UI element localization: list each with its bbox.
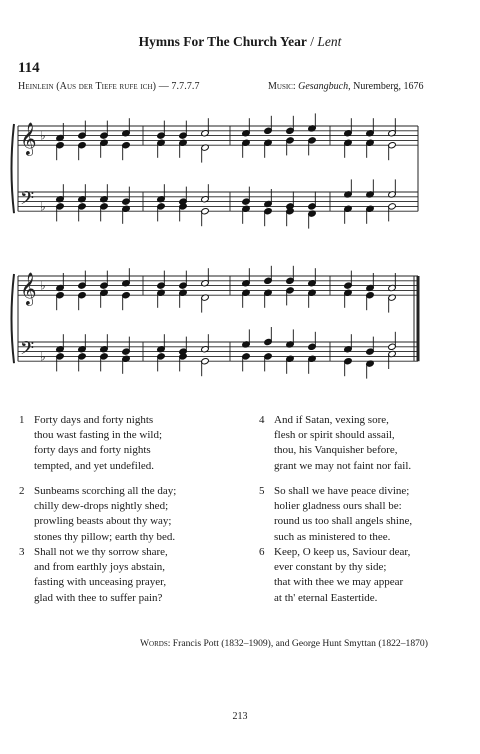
verse-number: 5 bbox=[259, 485, 265, 497]
header-separator: / bbox=[310, 34, 314, 49]
words-authors: Francis Pott (1832–1909), and George Hunt Smyttan (1822–1870) bbox=[170, 638, 428, 649]
treble-clef: 𝄞 bbox=[20, 122, 37, 156]
tune-alt-name: (Aus der Tiefe rufe ich) bbox=[56, 81, 157, 92]
verse-line: Sunbeams scorching all the day; bbox=[34, 485, 177, 497]
music-source: Gesangbuch bbox=[298, 81, 349, 92]
verse-line: fasting with unceasing prayer, bbox=[34, 576, 167, 589]
tune-line bbox=[18, 81, 200, 92]
verse-number: 1 bbox=[19, 414, 25, 426]
flat-sign: ♭ bbox=[40, 128, 46, 143]
section-title: Hymns For The Church Year bbox=[138, 34, 307, 49]
tune-meter: — 7.7.7.7 bbox=[158, 81, 200, 92]
verse-line: Forty days and forty nights bbox=[34, 414, 154, 426]
verse-line: glad with thee to suffer pain? bbox=[34, 591, 163, 604]
verse-line: ever constant by thy side; bbox=[274, 561, 387, 574]
verse-line: holier gladness ours shall be: bbox=[274, 500, 402, 513]
season-label: Lent bbox=[317, 34, 342, 49]
verse-line: prowling beasts about thy way; bbox=[34, 515, 172, 528]
verse-line: such as ministered to thee. bbox=[274, 530, 391, 543]
flat-sign: ♭ bbox=[40, 199, 46, 214]
verse-line: And if Satan, vexing sore, bbox=[274, 414, 389, 426]
verse-number: 6 bbox=[259, 546, 265, 558]
music-label: Music: bbox=[268, 81, 296, 92]
verse-line: grant we may not faint nor fail. bbox=[274, 459, 412, 472]
verse-line: forty days and forty nights bbox=[34, 444, 151, 457]
verse-line: Keep, O keep us, Saviour dear, bbox=[274, 546, 411, 558]
treble-clef: 𝄞 bbox=[20, 272, 37, 306]
verse-line: So shall we have peace divine; bbox=[274, 485, 410, 497]
page-number: 213 bbox=[232, 711, 248, 722]
verse-number: 3 bbox=[19, 546, 25, 558]
page-header bbox=[0, 34, 480, 50]
verse-line: that with thee we may appear bbox=[274, 576, 404, 589]
music-place-year: , Nuremberg, 1676 bbox=[348, 81, 424, 92]
music-credit bbox=[268, 81, 423, 92]
words-credit bbox=[140, 638, 428, 649]
verse-line: thou wast fasting in the wild; bbox=[34, 429, 163, 442]
verse-number: 2 bbox=[19, 485, 25, 497]
verse-line: chilly dew-drops nightly shed; bbox=[34, 500, 169, 513]
brace bbox=[12, 124, 15, 213]
bass-clef: 𝄢 bbox=[20, 338, 35, 364]
verse-line: tempted, and yet undefiled. bbox=[34, 459, 155, 472]
verse-line: at th' eternal Eastertide. bbox=[274, 591, 378, 604]
music-system-1 bbox=[0, 100, 480, 235]
verse-line: Shall not we thy sorrow share, bbox=[34, 546, 168, 558]
hymn-number: 114 bbox=[18, 60, 40, 76]
verse-line: and from earthly joys abstain, bbox=[34, 561, 166, 574]
flat-sign: ♭ bbox=[40, 278, 46, 293]
verse-number: 4 bbox=[259, 414, 265, 426]
flat-sign: ♭ bbox=[40, 349, 46, 364]
verse-line: thou, his Vanquisher before, bbox=[274, 444, 398, 457]
bass-clef: 𝄢 bbox=[20, 188, 35, 214]
verse-line: stones thy pillow; earth thy bed. bbox=[34, 530, 176, 543]
brace bbox=[12, 274, 15, 363]
tune-name: Heinlein bbox=[18, 81, 54, 92]
music-system-2 bbox=[0, 250, 480, 385]
verse-line: round us too shall angels shine, bbox=[274, 515, 413, 528]
verse-line: flesh or spirit should assail, bbox=[274, 429, 395, 442]
words-label: Words: bbox=[140, 638, 171, 649]
